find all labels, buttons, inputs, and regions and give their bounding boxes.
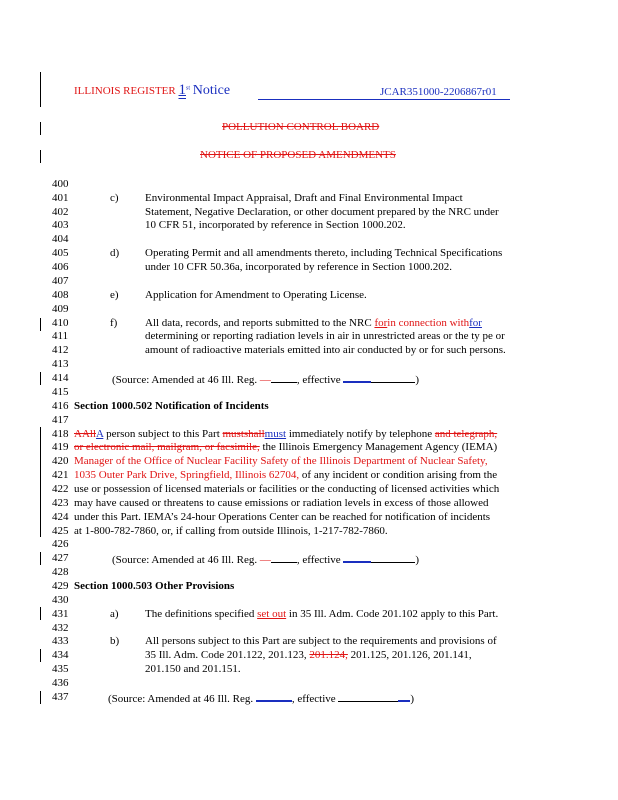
line-number: 429 bbox=[52, 580, 69, 592]
paragraph-line: 10 CFR 51, incorporated by reference in Section 1000.202. bbox=[145, 219, 406, 231]
paragraph-line: 35 Ill. Adm. Code 201.122, 201.123, 201.124, 201.125, 201.126, 201.141, bbox=[145, 649, 472, 661]
red-dash: — bbox=[259, 554, 271, 566]
register-title: ILLINOIS REGISTER bbox=[74, 85, 176, 97]
paragraph-line: The definitions specified set out in 35 Ill. Adm. Code 201.102 apply to this Part. bbox=[145, 608, 499, 620]
deleted-text: AAll bbox=[74, 428, 96, 440]
line-number: 422 bbox=[52, 483, 69, 495]
page-header bbox=[74, 82, 230, 99]
line-number: 432 bbox=[52, 622, 69, 634]
line-number: 424 bbox=[52, 511, 69, 523]
source-note: (Source: Amended at 46 Ill. Reg. — , effective ) bbox=[112, 554, 420, 566]
red-dash: — bbox=[259, 374, 271, 386]
blank-line bbox=[256, 691, 292, 702]
section-heading: Section 1000.502 Notification of Incidents bbox=[74, 400, 269, 412]
blank-line bbox=[371, 373, 415, 383]
line-number: 421 bbox=[52, 469, 69, 481]
blank-line bbox=[343, 372, 371, 383]
text-run: All data, records, and reports submitted to the NRC bbox=[145, 317, 375, 329]
line-number: 410 bbox=[52, 317, 69, 329]
line-number: 426 bbox=[52, 538, 69, 550]
line-number: 404 bbox=[52, 233, 69, 245]
change-bar bbox=[40, 318, 41, 331]
item-label: d) bbox=[110, 247, 120, 259]
paragraph-line: amount of radioactive materials emitted into air conducted by or for such persons. bbox=[145, 344, 506, 356]
line-number: 436 bbox=[52, 677, 69, 689]
paragraph-line: determining or reporting radiation levels in air in unrestricted areas or the ty pe or bbox=[145, 330, 505, 342]
line-number: 437 bbox=[52, 691, 69, 703]
line-number: 420 bbox=[52, 455, 69, 467]
line-number: 433 bbox=[52, 635, 69, 647]
paragraph-line: under 10 CFR 50.36a, incorporated by reference in Section 1000.202. bbox=[145, 261, 453, 273]
line-number: 417 bbox=[52, 414, 69, 426]
deleted-text: or electronic mail, mailgram, or facsimile, bbox=[74, 441, 260, 453]
item-label: e) bbox=[110, 289, 119, 301]
change-bar bbox=[40, 649, 41, 662]
line-number: 427 bbox=[52, 552, 69, 564]
line-number: 403 bbox=[52, 219, 69, 231]
paragraph-line: Operating Permit and all amendments thereto, including Technical Specifications bbox=[145, 247, 503, 259]
line-number: 435 bbox=[52, 663, 69, 675]
line-number: 405 bbox=[52, 247, 69, 259]
notice-title: NOTICE OF PROPOSED AMENDMENTS bbox=[200, 149, 396, 161]
line-number: 423 bbox=[52, 497, 69, 509]
paragraph-line: may have caused or threatens to cause emissions or radiation levels in excess of those allowed bbox=[74, 497, 489, 509]
line-number: 402 bbox=[52, 206, 69, 218]
line-number: 419 bbox=[52, 441, 69, 453]
blank-line bbox=[343, 552, 371, 563]
paragraph-line: 201.150 and 201.151. bbox=[145, 663, 241, 675]
jcar-number: JCAR351000-2206867r01 bbox=[380, 86, 497, 98]
inserted-text: set out bbox=[257, 608, 287, 620]
line-number: 407 bbox=[52, 275, 69, 287]
paragraph-line: under this Part. IEMA’s 24-hour Operations Center can be reached for notification of incidents bbox=[74, 511, 491, 523]
line-number: 401 bbox=[52, 192, 69, 204]
source-note: (Source: Amended at 46 Ill. Reg. — , effective ) bbox=[112, 374, 420, 386]
blank-line bbox=[398, 691, 410, 702]
paragraph-line: Statement, Negative Declaration, or other document prepared by the NRC under bbox=[145, 206, 499, 218]
line-number: 418 bbox=[52, 428, 69, 440]
inserted-text: for bbox=[374, 317, 388, 329]
item-label: a) bbox=[110, 608, 119, 620]
line-number: 409 bbox=[52, 303, 69, 315]
change-bar bbox=[40, 552, 41, 565]
line-number: 428 bbox=[52, 566, 69, 578]
inserted-text: A bbox=[96, 428, 104, 440]
line-number: 431 bbox=[52, 608, 69, 620]
change-bar bbox=[40, 691, 41, 704]
register-number: 1 bbox=[178, 82, 186, 98]
line-number: 414 bbox=[52, 372, 69, 384]
blank-line bbox=[338, 692, 398, 702]
paragraph-line: Environmental Impact Appraisal, Draft and Final Environmental Impact bbox=[145, 192, 463, 204]
paragraph-line: or electronic mail, mailgram, or facsimile, the Illinois Emergency Management Agency (IEMA) bbox=[74, 441, 498, 453]
line-number: 408 bbox=[52, 289, 69, 301]
line-number: 406 bbox=[52, 261, 69, 273]
change-bar bbox=[40, 72, 41, 107]
line-number: 412 bbox=[52, 344, 69, 356]
paragraph-line: All persons subject to this Part are subject to the requirements and provisions of bbox=[145, 635, 497, 647]
change-bar bbox=[40, 427, 41, 537]
deleted-text: 201.124, bbox=[309, 649, 348, 661]
change-bar bbox=[40, 150, 41, 163]
line-number: 400 bbox=[52, 178, 69, 190]
line-number: 413 bbox=[52, 358, 69, 370]
paragraph-line: at 1-800-782-7860, or, if calling from outside Illinois, 1-217-782-7860. bbox=[74, 525, 388, 537]
source-note: (Source: Amended at 46 Ill. Reg. , effective ) bbox=[108, 693, 415, 705]
paragraph-line bbox=[145, 317, 482, 329]
item-label: c) bbox=[110, 192, 119, 204]
inserted-text: for bbox=[469, 317, 482, 329]
deleted-text: mustshall bbox=[222, 428, 265, 440]
line-number: 425 bbox=[52, 525, 69, 537]
item-label: b) bbox=[110, 635, 120, 647]
notice-label: Notice bbox=[192, 83, 231, 98]
header-rule bbox=[258, 99, 510, 100]
line-number: 416 bbox=[52, 400, 69, 412]
change-bar bbox=[40, 607, 41, 620]
paragraph-line: use or possession of licensed materials or facilities or the conducting of licensed activities which bbox=[74, 483, 500, 495]
paragraph-line: Manager of the Office of Nuclear Facility Safety of the Illinois Department of Nuclear Safety, bbox=[74, 455, 488, 467]
change-bar bbox=[40, 372, 41, 385]
board-title: POLLUTION CONTROL BOARD bbox=[222, 121, 380, 133]
change-bar bbox=[40, 122, 41, 135]
paragraph-line: 1035 Outer Park Drive, Springfield, Illinois 62704, of any incident or condition arising from the bbox=[74, 469, 498, 481]
paragraph-line: AAllA person subject to this Part mustshallmust immediately notify by telephone and telegraph, bbox=[74, 428, 498, 440]
deleted-text: in connection with bbox=[387, 317, 470, 329]
blank-line bbox=[271, 553, 297, 563]
line-number: 411 bbox=[52, 330, 69, 342]
inserted-text: must bbox=[264, 428, 287, 440]
deleted-text: and telegraph, bbox=[434, 428, 498, 440]
line-number: 430 bbox=[52, 594, 69, 606]
line-number: 434 bbox=[52, 649, 69, 661]
blank-line bbox=[371, 553, 415, 563]
blank-line bbox=[271, 373, 297, 383]
paragraph-line: Application for Amendment to Operating License. bbox=[145, 289, 367, 301]
line-number: 415 bbox=[52, 386, 69, 398]
section-heading: Section 1000.503 Other Provisions bbox=[74, 580, 235, 592]
register-superscript: st bbox=[186, 85, 191, 92]
item-label: f) bbox=[110, 317, 118, 329]
